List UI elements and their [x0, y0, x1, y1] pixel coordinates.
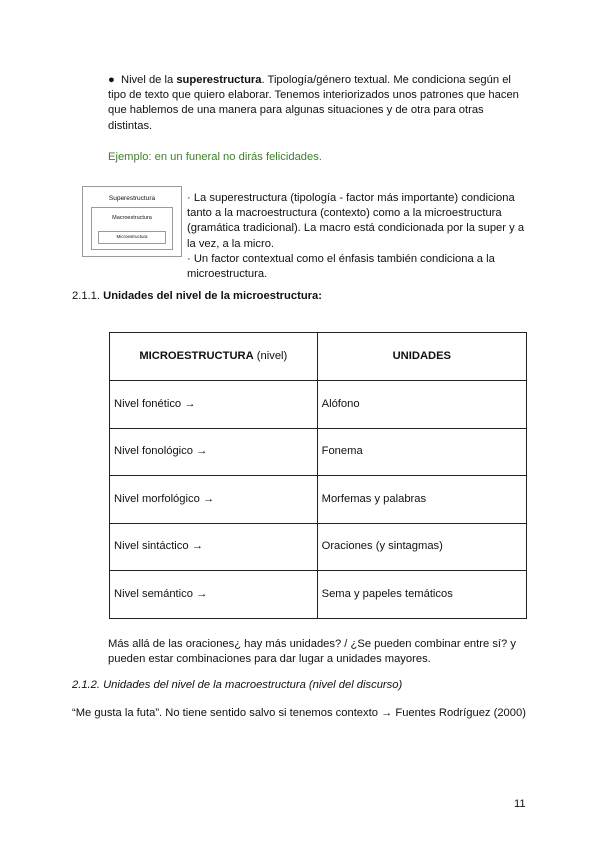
table-cell-level: Nivel semántico → [110, 571, 318, 619]
explanation-line-1: · La superestructura (tipología - factor más importante) condiciona tanto a la macroestructura (contexto) como a la microestructura (gramática tradicional). La macro está condicionada por la super y a la vez, a la micro. [187, 192, 525, 250]
page-number: 11 [514, 798, 526, 810]
table-cell-level: Nivel morfológico → [110, 476, 318, 524]
diagram-microstructure-label: Microestructura [116, 234, 148, 239]
bullet-icon: ● [108, 74, 115, 86]
beyond-sentences-paragraph: Más allá de las oraciones¿ hay más unidades? / ¿Se pueden combinar entre sí? y pueden estar combinaciones para dar lugar a unidades mayores. [108, 638, 516, 666]
table-cell-unit: Alófono [317, 381, 526, 429]
diagram-superstructure-label: Superestructura [108, 195, 156, 202]
superstructure-paragraph [108, 73, 523, 134]
para1-bold-term: superestructura [176, 74, 262, 86]
diagram-macrostructure-label: Macroestructura [112, 215, 152, 221]
diagram-macro-box [91, 207, 173, 250]
table-row [110, 523, 527, 571]
section-title: Unidades del nivel de la microestructura: [103, 290, 322, 302]
diagram-micro-box [98, 231, 166, 244]
para1-rest: . Tipología/género textual. Me condiciona según el tipo de texto que quiero elaborar. Tenemos interiorizados unos patrones que hacen que hablemos de una manera para algunas situaciones y de otra para otras distintas. [108, 74, 519, 132]
table-cell-unit: Oraciones (y sintagmas) [317, 523, 526, 571]
para1-prefix: Nivel de la [120, 74, 177, 86]
table-cell-level: Nivel sintáctico → [110, 523, 318, 571]
table-cell-level: Nivel fonológico → [110, 428, 318, 476]
table-row [110, 571, 527, 619]
table-header-units [317, 333, 526, 381]
microstructure-units-table [109, 332, 527, 619]
section-heading-2-1-2: 2.1.2. Unidades del nivel de la macroestructura (nivel del discurso) [72, 679, 403, 691]
header-level-rest: (nivel) [253, 349, 288, 362]
table-row [110, 428, 527, 476]
table-cell-unit: Morfemas y palabras [317, 476, 526, 524]
table-cell-level: Nivel fonético → [110, 381, 318, 429]
example-text: Ejemplo: en un funeral no dirás felicidades. [108, 151, 322, 163]
header-units-bold: UNIDADES [392, 349, 452, 362]
section-heading-2-1-1 [72, 289, 532, 304]
explanation-line-2: · Un factor contextual como el énfasis también condiciona a la microestructura. [187, 252, 495, 281]
structure-diagram [82, 186, 182, 257]
table-row [110, 381, 527, 429]
table-cell-unit: Fonema [317, 428, 526, 476]
header-level-bold: MICROESTRUCTURA [139, 349, 254, 362]
context-example-paragraph: “Me gusta la futa”. No tiene sentido salvo si tenemos contexto → Fuentes Rodríguez (2000) [72, 707, 526, 719]
section-number: 2.1.1. [72, 290, 104, 302]
table-row [110, 476, 527, 524]
diagram-explanation [187, 191, 532, 282]
table-header-row [110, 333, 527, 381]
table-cell-unit: Sema y papeles temáticos [317, 571, 526, 619]
table-header-level [110, 333, 318, 381]
